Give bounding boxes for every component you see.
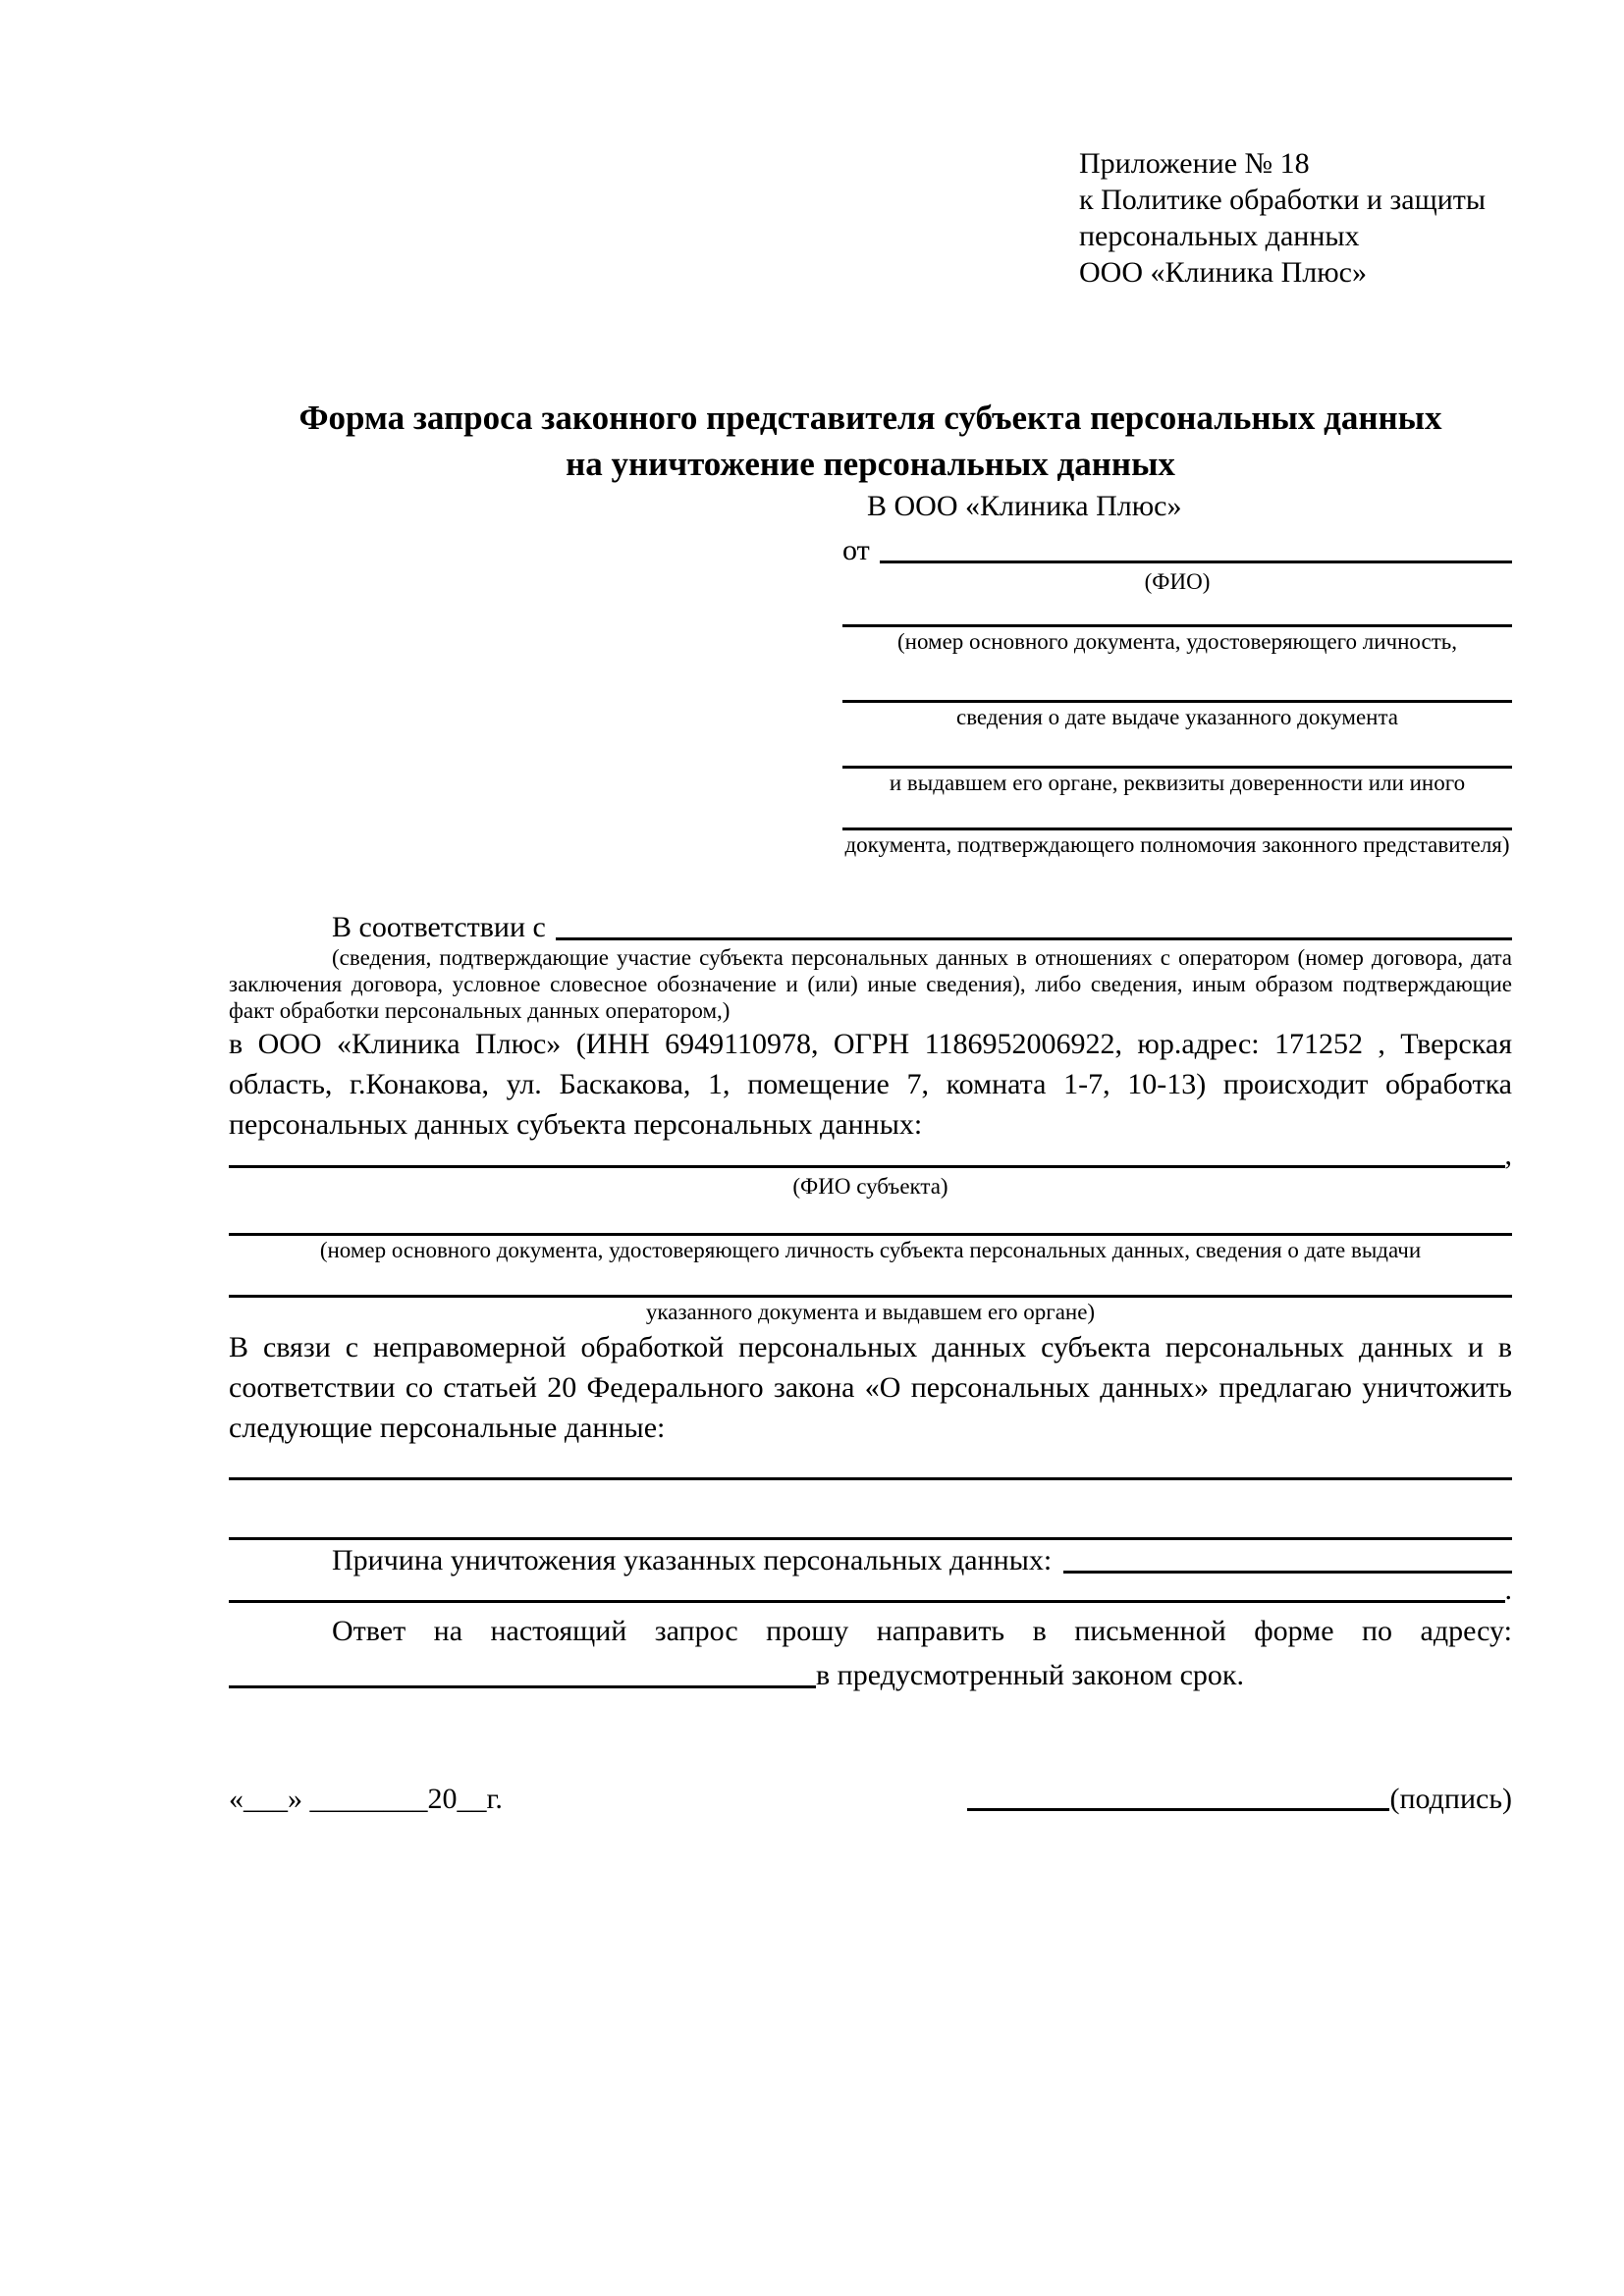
appendix-header-line: к Политике обработки и защиты xyxy=(1079,184,1487,216)
representative-doc-field-line-3[interactable] xyxy=(842,740,1512,769)
operator-paragraph: в ООО «Клиника Плюс» (ИНН 6949110978, ОГРН 1186952006922, юр.адрес: 171252 , Тверская область, г.Конакова, ул. Баскакова, 1, помещение 7, комната 1-7, 10-13) происходит обработка персональных данных субъекта персональных данных: xyxy=(229,1028,1512,1141)
reply-address-field-line[interactable] xyxy=(229,1685,816,1688)
data-to-destroy-field-line-2[interactable] xyxy=(229,1512,1512,1540)
from-label: от xyxy=(842,534,870,566)
accordance-field-line[interactable] xyxy=(556,937,1512,940)
subject-doc-field-line-1[interactable] xyxy=(229,1207,1512,1236)
representative-doc-caption-1: (номер основного документа, удостоверяющего личность, xyxy=(896,629,1457,654)
accordance-row xyxy=(229,905,1512,944)
date-line[interactable]: «___» ________20__г. xyxy=(229,1783,503,1815)
data-to-destroy-field-line-1[interactable] xyxy=(229,1452,1512,1480)
accordance-label: В соответствии с xyxy=(332,911,546,943)
subject-fio-caption: (ФИО субъекта) xyxy=(792,1174,948,1199)
representative-doc-field-line-2[interactable] xyxy=(842,674,1512,703)
subject-fio-comma: , xyxy=(1504,1139,1512,1171)
representative-doc-caption-3: и выдавшем его органе, реквизиты доверенности или иного xyxy=(889,771,1466,795)
addressee-block xyxy=(842,487,1512,860)
representative-doc-field-line-4[interactable] xyxy=(842,802,1512,830)
reply-suffix: в предусмотренный законом срок. xyxy=(816,1659,1244,1691)
reason-row xyxy=(229,1540,1512,1577)
reason-continuation-row xyxy=(229,1574,1512,1607)
subject-doc-field-line-2[interactable] xyxy=(229,1269,1512,1298)
subject-fio-row xyxy=(229,1139,1512,1172)
addressee-organization: В ООО «Клиника Плюс» xyxy=(867,490,1182,522)
appendix-header-line: ООО «Клиника Плюс» xyxy=(1079,256,1367,289)
reason-label: Причина уничтожения указанных персональных данных: xyxy=(332,1544,1053,1576)
signature-row xyxy=(229,1777,1512,1816)
demand-paragraph: В связи с неправомерной обработкой персональных данных субъекта персональных данных и в соответствии со статьей 20 Федерального закона «О персональных данных» предлагаю уничтожить следующие персональные данные: xyxy=(229,1331,1512,1444)
subject-fio-field-line[interactable] xyxy=(229,1165,1505,1168)
reply-paragraph: Ответ на настоящий запрос прошу направить в письменной форме по адресу: xyxy=(332,1615,1512,1647)
appendix-header xyxy=(1079,145,1512,291)
appendix-header-line: Приложение № 18 xyxy=(1079,147,1310,180)
representative-doc-field-line-1[interactable] xyxy=(842,599,1512,627)
reason-field-line[interactable] xyxy=(1063,1571,1512,1574)
form-title-line2: на уничтожение персональных данных xyxy=(566,445,1175,483)
subject-doc-caption-2: указанного документа и выдавшем его органе) xyxy=(645,1300,1096,1324)
subject-doc-caption-1: (номер основного документа, удостоверяющего личность субъекта персональных данных, сведения о дате выдачи xyxy=(319,1238,1422,1262)
representative-doc-caption-2: сведения о дате выдаче указанного документа xyxy=(955,705,1399,729)
signature-field-line[interactable] xyxy=(967,1808,1389,1811)
reply-address-row xyxy=(229,1655,1512,1692)
sentence-period: . xyxy=(1504,1574,1512,1606)
form-title xyxy=(229,395,1512,487)
representative-doc-caption-4: документа, подтверждающего полномочия законного представителя) xyxy=(844,832,1510,857)
representative-fio-field-line[interactable] xyxy=(880,561,1512,563)
signature-caption: (подпись) xyxy=(1389,1783,1512,1815)
reason-field-line-2[interactable] xyxy=(229,1600,1505,1603)
appendix-header-line: персональных данных xyxy=(1079,220,1360,252)
signature-block xyxy=(967,1783,1512,1816)
document-content xyxy=(229,0,1512,1816)
from-row xyxy=(842,526,1512,567)
accordance-note: (сведения, подтверждающие участие субъекта персональных данных в отношениях с оператором (номер договора, дата заключения договора, условное словесное обозначение и (или) иные сведения), либо сведения, иным образом подтверждающие факт обработки персональных данных оператором,) xyxy=(229,945,1512,1023)
fio-caption: (ФИО) xyxy=(1144,569,1211,594)
form-title-line1: Форма запроса законного представителя субъекта персональных данных xyxy=(298,399,1442,437)
